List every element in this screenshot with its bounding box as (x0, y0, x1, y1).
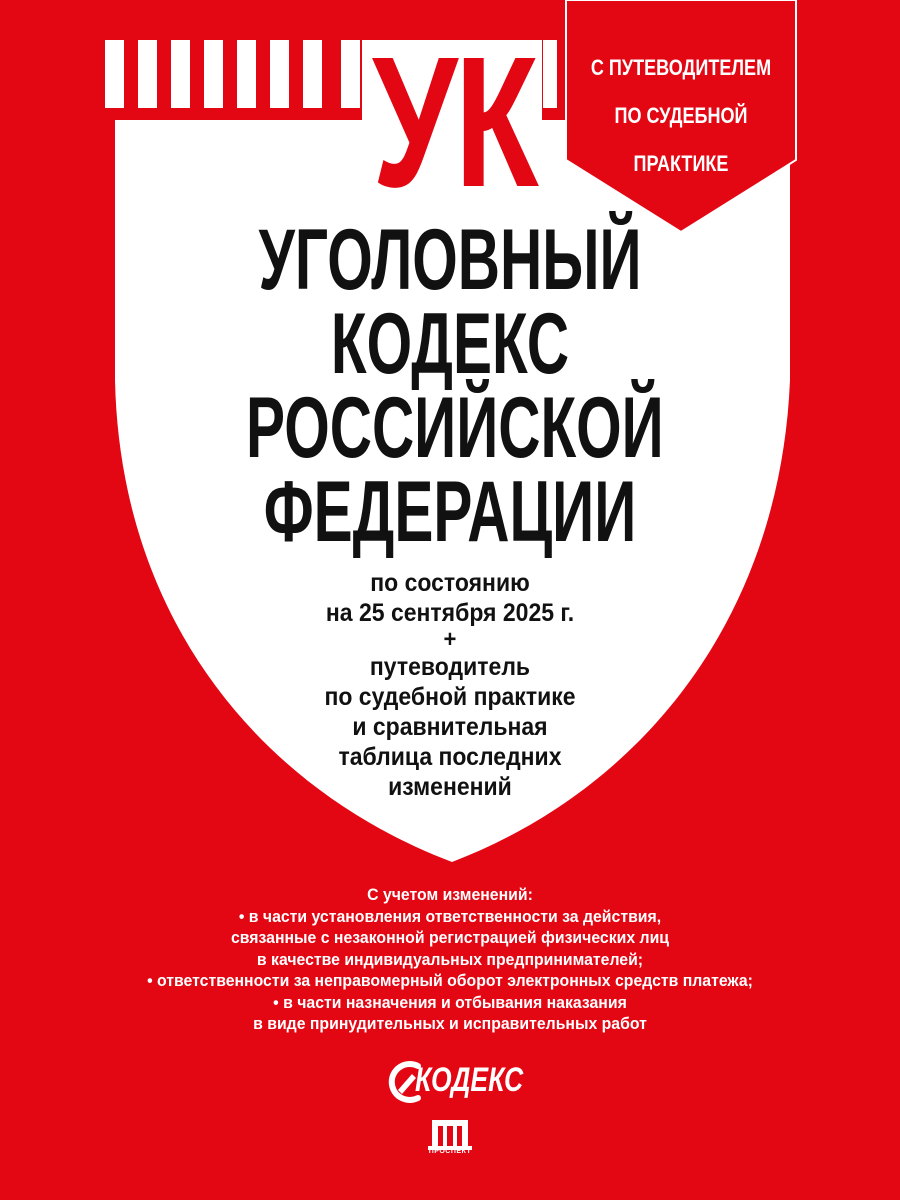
badge-line: ПО СУДЕБНОЙ (614, 103, 748, 128)
changes-line: в качестве индивидуальных предпринимателей; (256, 949, 644, 969)
book-title (150, 212, 750, 560)
badge-text (570, 44, 792, 188)
subtitle-line: на 25 сентября 2025 г. (325, 599, 575, 627)
changes-note (100, 884, 800, 1035)
title-line: РОССИЙСКОЙ (246, 380, 664, 476)
subtitle-line: таблица последних (338, 743, 562, 771)
code-abbreviation: УК (372, 19, 536, 226)
changes-line: связанные с незаконной регистрацией физических лиц (230, 928, 670, 947)
kodeks-logo-text: КОДЕКС (415, 1061, 524, 1099)
book-subtitle (200, 568, 700, 802)
prospekt-logo-icon (418, 1118, 482, 1168)
badge-line: ПРАКТИКЕ (633, 151, 729, 176)
title-line: ФЕДЕРАЦИИ (263, 464, 637, 560)
subtitle-line: по судебной практике (324, 683, 576, 711)
changes-line: • в части установления ответственности за действия, (238, 906, 662, 926)
changes-line: • ответственности за неправомерный оборот электронных средств платежа; (147, 971, 753, 990)
publisher-name: ПРОСПЕКТ (428, 1148, 472, 1155)
title-line: УГОЛОВНЫЙ (258, 212, 642, 308)
subtitle-line: путеводитель (369, 653, 531, 681)
subtitle-line: изменений (388, 773, 512, 801)
changes-line: • в части назначения и отбывания наказания (273, 992, 627, 1012)
subtitle-plus: + (443, 626, 457, 653)
changes-line: в виде принудительных и исправительных работ (253, 1014, 647, 1033)
badge-line: С ПУТЕВОДИТЕЛЕМ (590, 55, 772, 80)
subtitle-line: по состоянию (370, 569, 530, 597)
title-line: КОДЕКС (330, 296, 570, 392)
subtitle-line: и сравнительная (352, 713, 548, 741)
changes-header: С учетом изменений: (367, 885, 533, 904)
